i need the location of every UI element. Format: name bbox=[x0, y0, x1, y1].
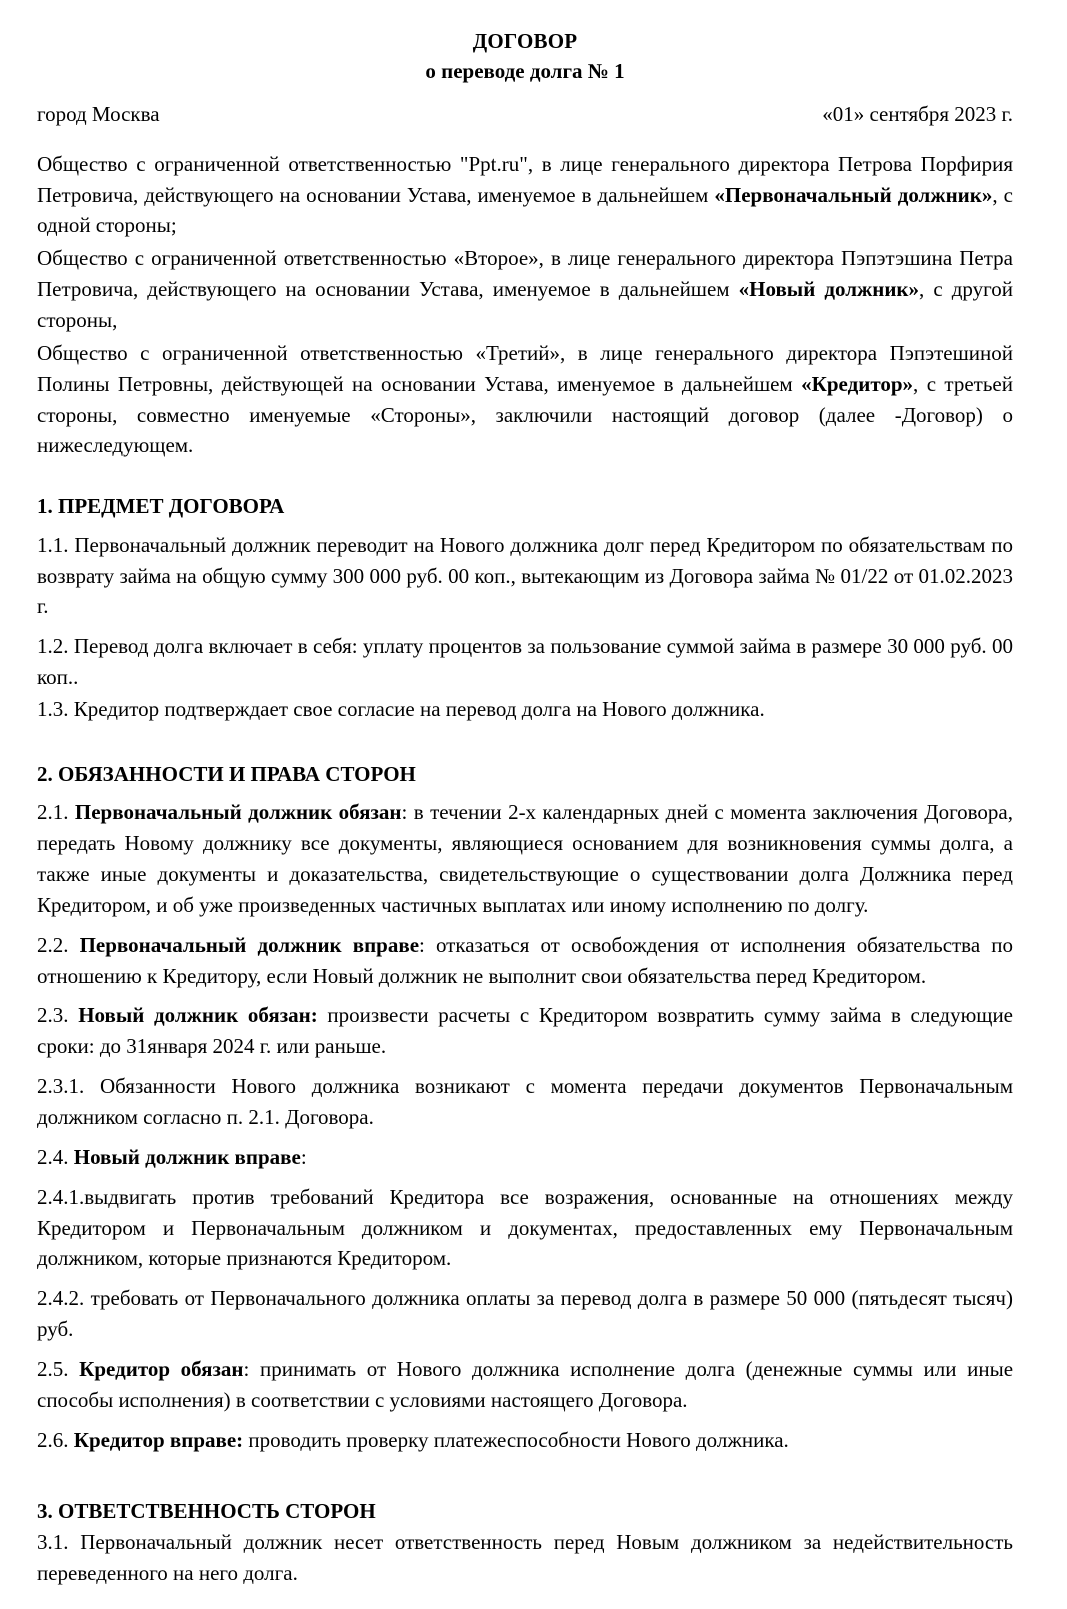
clause-2-3-term: Новый должник обязан: bbox=[78, 1003, 318, 1028]
party3-tail-text: , с третьей стороны, совместно именуемые «Стороны», заключили настоящий договор (далее -Договор) о нижеследующем. bbox=[37, 371, 1013, 458]
clause-2-5 bbox=[37, 1354, 1013, 1416]
city-label: город Москва bbox=[37, 101, 160, 126]
clause-2-3-1: 2.3.1. Обязанности Нового должника возникают с момента передачи документов Первоначальным должником согласно п. 2.1. Договора. bbox=[37, 1074, 1013, 1129]
section-heading-1: 1. ПРЕДМЕТ ДОГОВОРА bbox=[37, 494, 285, 519]
clause-3-1: 3.1. Первоначальный должник несет ответственность перед Новым должником за недействительность переведенного на него долга. bbox=[37, 1530, 1013, 1585]
section-heading-2: 2. ОБЯЗАННОСТИ И ПРАВА СТОРОН bbox=[37, 761, 416, 786]
clause-2-2-number: 2.2. bbox=[37, 932, 80, 957]
clause-2-3 bbox=[37, 1000, 1013, 1062]
clause-2-4-2: 2.4.2. требовать от Первоначального должника оплаты за перевод долга в размере 50 000 (пятьдесят тысяч) руб. bbox=[37, 1286, 1013, 1342]
party1-lead-text: Общество с ограниченной ответственностью "Ppt.ru", в лице генерального директора Петрова Порфирия Петровича, действующего на основании Устава, именуемое в дальнейшем bbox=[37, 151, 1013, 207]
clause-2-5-text: : принимать от Нового должника исполнение долга (денежные суммы или иные способы исполнения) в соответствии с условиями настоящего Договора. bbox=[37, 1357, 1014, 1412]
date-label: «01» сентября 2023 г. bbox=[822, 101, 1013, 126]
party1-tail-text: , с одной стороны; bbox=[37, 182, 1013, 238]
clause-1-3: 1.3. Кредитор подтверждает свое согласие на перевод долга на Нового должника. bbox=[37, 696, 765, 721]
party2-defined-term: «Новый должник» bbox=[738, 277, 920, 302]
clause-2-2-text: : отказаться от освобождения от исполнения обязательства по отношению к Кредитору, если Новый должник не выполнит свои обязательства перед Кредитором. bbox=[37, 932, 1013, 988]
section-heading-3: 3. ОТВЕТСТВЕННОСТЬ СТОРОН bbox=[37, 1498, 376, 1523]
clause-2-5-term: Кредитор обязан bbox=[79, 1357, 244, 1382]
clause-2-6-term: Кредитор вправе: bbox=[73, 1427, 244, 1452]
clause-1-2: 1.2. Перевод долга включает в себя: уплату процентов за пользование суммой займа в размере 30 000 руб. 00 коп.. bbox=[37, 634, 1013, 690]
place-and-date-line bbox=[37, 102, 1013, 127]
clause-2-4-text: : bbox=[300, 1144, 307, 1169]
party2-lead-text: Общество с ограниченной ответственностью «Второе», в лице генерального директора Пэпэтэшина Петра Петровича, действующего на основании Устава, именуемое в дальнейшем bbox=[37, 246, 1013, 302]
document-subtitle: о переводе долга № 1 bbox=[425, 59, 625, 84]
clause-2-1-text: : в течении 2-х календарных дней с момента заключения Договора, передать Новому должнику все документы, являющиеся основанием для возникновения суммы долга, а также иные документы и доказательства, свидетельствующие о существовании долга Должника перед Кредитором, и об уже произведенных частичных выплатах или иному исполнению по долгу. bbox=[37, 800, 1013, 917]
clause-2-4-number: 2.4. bbox=[37, 1144, 74, 1169]
party2-tail-text: , с другой стороны, bbox=[37, 277, 1013, 332]
party3-defined-term: «Кредитор» bbox=[801, 371, 914, 396]
party3-lead-text: Общество с ограниченной ответственностью «Третий», в лице генерального директора Пэпэтешиной Полины Петровны, действующей на основании Устава, именуемое в дальнейшем bbox=[37, 340, 1013, 396]
party1-defined-term: «Первоначальный должник» bbox=[714, 182, 993, 207]
preamble-party-new-debtor bbox=[37, 243, 1013, 336]
document-title: ДОГОВОР bbox=[472, 29, 578, 53]
clause-2-2-term: Первоначальный должник вправе bbox=[79, 932, 420, 957]
clause-2-5-number: 2.5. bbox=[37, 1357, 80, 1382]
clause-2-6 bbox=[37, 1425, 1013, 1456]
clause-2-6-text: проводить проверку платежеспособности Нового должника. bbox=[243, 1427, 789, 1452]
preamble-party-creditor bbox=[37, 338, 1013, 461]
clause-2-1-term: Первоначальный должник обязан bbox=[74, 800, 402, 825]
clause-2-1-number: 2.1. bbox=[37, 800, 75, 825]
clause-2-1 bbox=[37, 797, 1013, 920]
preamble-party-original-debtor bbox=[37, 149, 1013, 242]
clause-2-3-text: произвести расчеты с Кредитором возвратить сумму займа в следующие сроки: до 31января 2024 г. или раньше. bbox=[37, 1003, 1013, 1059]
clause-2-4-1: 2.4.1.выдвигать против требований Кредитора все возражения, основанные на отношениях между Кредитором и Первоначальным должником и документах, предоставленных ему Первоначальным должником, которые признаются Кредитором. bbox=[37, 1184, 1013, 1271]
clause-2-4-term: Новый должник вправе bbox=[73, 1144, 301, 1169]
clause-2-3-number: 2.3. bbox=[37, 1003, 79, 1028]
clause-2-2 bbox=[37, 930, 1013, 992]
preamble-block bbox=[37, 149, 1013, 462]
clause-1-1: 1.1. Первоначальный должник переводит на Нового должника долг перед Кредитором по обязательствам по возврату займа на общую сумму 300 000 руб. 00 коп., вытекающим из Договора займа № 01/22 от 01.02.2023 г. bbox=[37, 532, 1013, 619]
clause-2-4 bbox=[37, 1142, 1013, 1173]
clause-2-6-number: 2.6. bbox=[37, 1427, 74, 1452]
